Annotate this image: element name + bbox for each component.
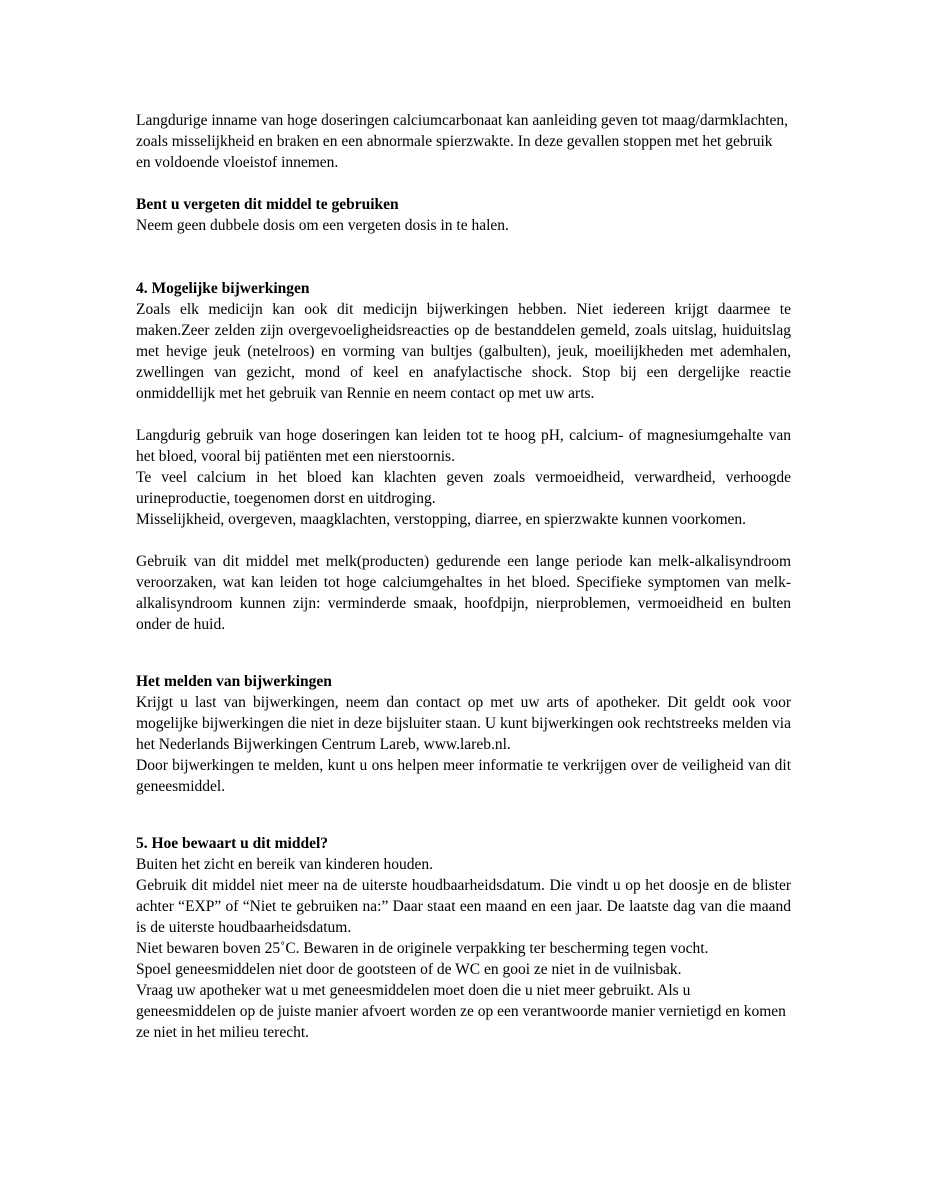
forgot-heading: Bent u vergeten dit middel te gebruiken xyxy=(136,196,399,213)
intro-paragraph: Langdurige inname van hoge doseringen calciumcarbonaat kan aanleiding geven tot maag/darmklachten, zoals misselijkheid en braken en een abnormale spierzwakte. In deze gevallen stoppen met het gebruik en voldoende vloeistof innemen. xyxy=(136,112,789,171)
section-5-paragraph-4: Spoel geneesmiddelen niet door de gootsteen of de WC en gooi ze niet in de vuilnisbak. xyxy=(136,961,682,978)
section-4-paragraph-1: Zoals elk medicijn kan ook dit medicijn bijwerkingen hebben. Niet iedereen krijgt daarmee te maken.Zeer zelden zijn overgevoeligheidsreacties op de bestanddelen gemeld, zoals uitslag, huiduitslag met hevige jeuk (netelroos) en vorming van bultjes (galbulten), jeuk, moeilijkheden met ademhalen, zwellingen van gezicht, mond of keel en anafylactische shock. Stop bij een dergelijke reactie onmiddellijk met het gebruik van Rennie en neem contact op met uw arts. xyxy=(136,301,791,402)
section-4-heading: 4. Mogelijke bijwerkingen xyxy=(136,280,310,297)
spacer xyxy=(136,797,791,833)
reporting-paragraph-2: Door bijwerkingen te melden, kunt u ons helpen meer informatie te verkrijgen over de veiligheid van dit geneesmiddel. xyxy=(136,757,791,795)
spacer xyxy=(136,173,791,194)
forgot-text: Neem geen dubbele dosis om een vergeten dosis in te halen. xyxy=(136,217,509,234)
spacer xyxy=(136,404,791,425)
spacer xyxy=(136,635,791,671)
section-4-paragraph-3: Te veel calcium in het bloed kan klachten geven zoals vermoeidheid, verwardheid, verhoogde urineproductie, toegenomen dorst en uitdroging. xyxy=(136,469,791,507)
section-5-paragraph-5: Vraag uw apotheker wat u met geneesmiddelen moet doen die u niet meer gebruikt. Als u geneesmiddelen op de juiste manier afvoert worden ze op een verantwoorde manier vernietigd en komen ze niet in het milieu terecht. xyxy=(136,982,786,1041)
reporting-heading: Het melden van bijwerkingen xyxy=(136,673,332,690)
section-4-paragraph-4: Misselijkheid, overgeven, maagklachten, verstopping, diarree, en spierzwakte kunnen voorkomen. xyxy=(136,511,747,528)
section-5-paragraph-3: Niet bewaren boven 25˚C. Bewaren in de originele verpakking ter bescherming tegen vocht. xyxy=(136,940,709,957)
reporting-paragraph-1: Krijgt u last van bijwerkingen, neem dan contact op met uw arts of apotheker. Dit geldt ook voor mogelijke bijwerkingen die niet in deze bijsluiter staan. U kunt bijwerkingen ook rechtstreeks melden via het Nederlands Bijwerkingen Centrum Lareb, www.lareb.nl. xyxy=(136,694,791,753)
section-5-paragraph-2: Gebruik dit middel niet meer na de uiterste houdbaarheidsdatum. Die vindt u op het doosje en de blister achter “EXP” of “Niet te gebruiken na:” Daar staat een maand en een jaar. De laatste dag van die maand is de uiterste houdbaarheidsdatum. xyxy=(136,877,791,936)
spacer xyxy=(136,530,791,551)
section-4-paragraph-2: Langdurig gebruik van hoge doseringen kan leiden tot te hoog pH, calcium- of magnesiumgehalte van het bloed, vooral bij patiënten met een nierstoornis. xyxy=(136,427,791,465)
spacer xyxy=(136,236,791,278)
section-5-paragraph-1: Buiten het zicht en bereik van kinderen houden. xyxy=(136,856,433,873)
section-5-heading: 5. Hoe bewaart u dit middel? xyxy=(136,835,329,852)
document-body xyxy=(136,110,791,1043)
section-4-paragraph-5: Gebruik van dit middel met melk(producten) gedurende een lange periode kan melk-alkalisyndroom veroorzaken, wat kan leiden tot hoge calciumgehaltes in het bloed. Specifieke symptomen van melk-alkalisyndroom kunnen zijn: verminderde smaak, hoofdpijn, nierproblemen, vermoeidheid en bulten onder de huid. xyxy=(136,553,791,633)
